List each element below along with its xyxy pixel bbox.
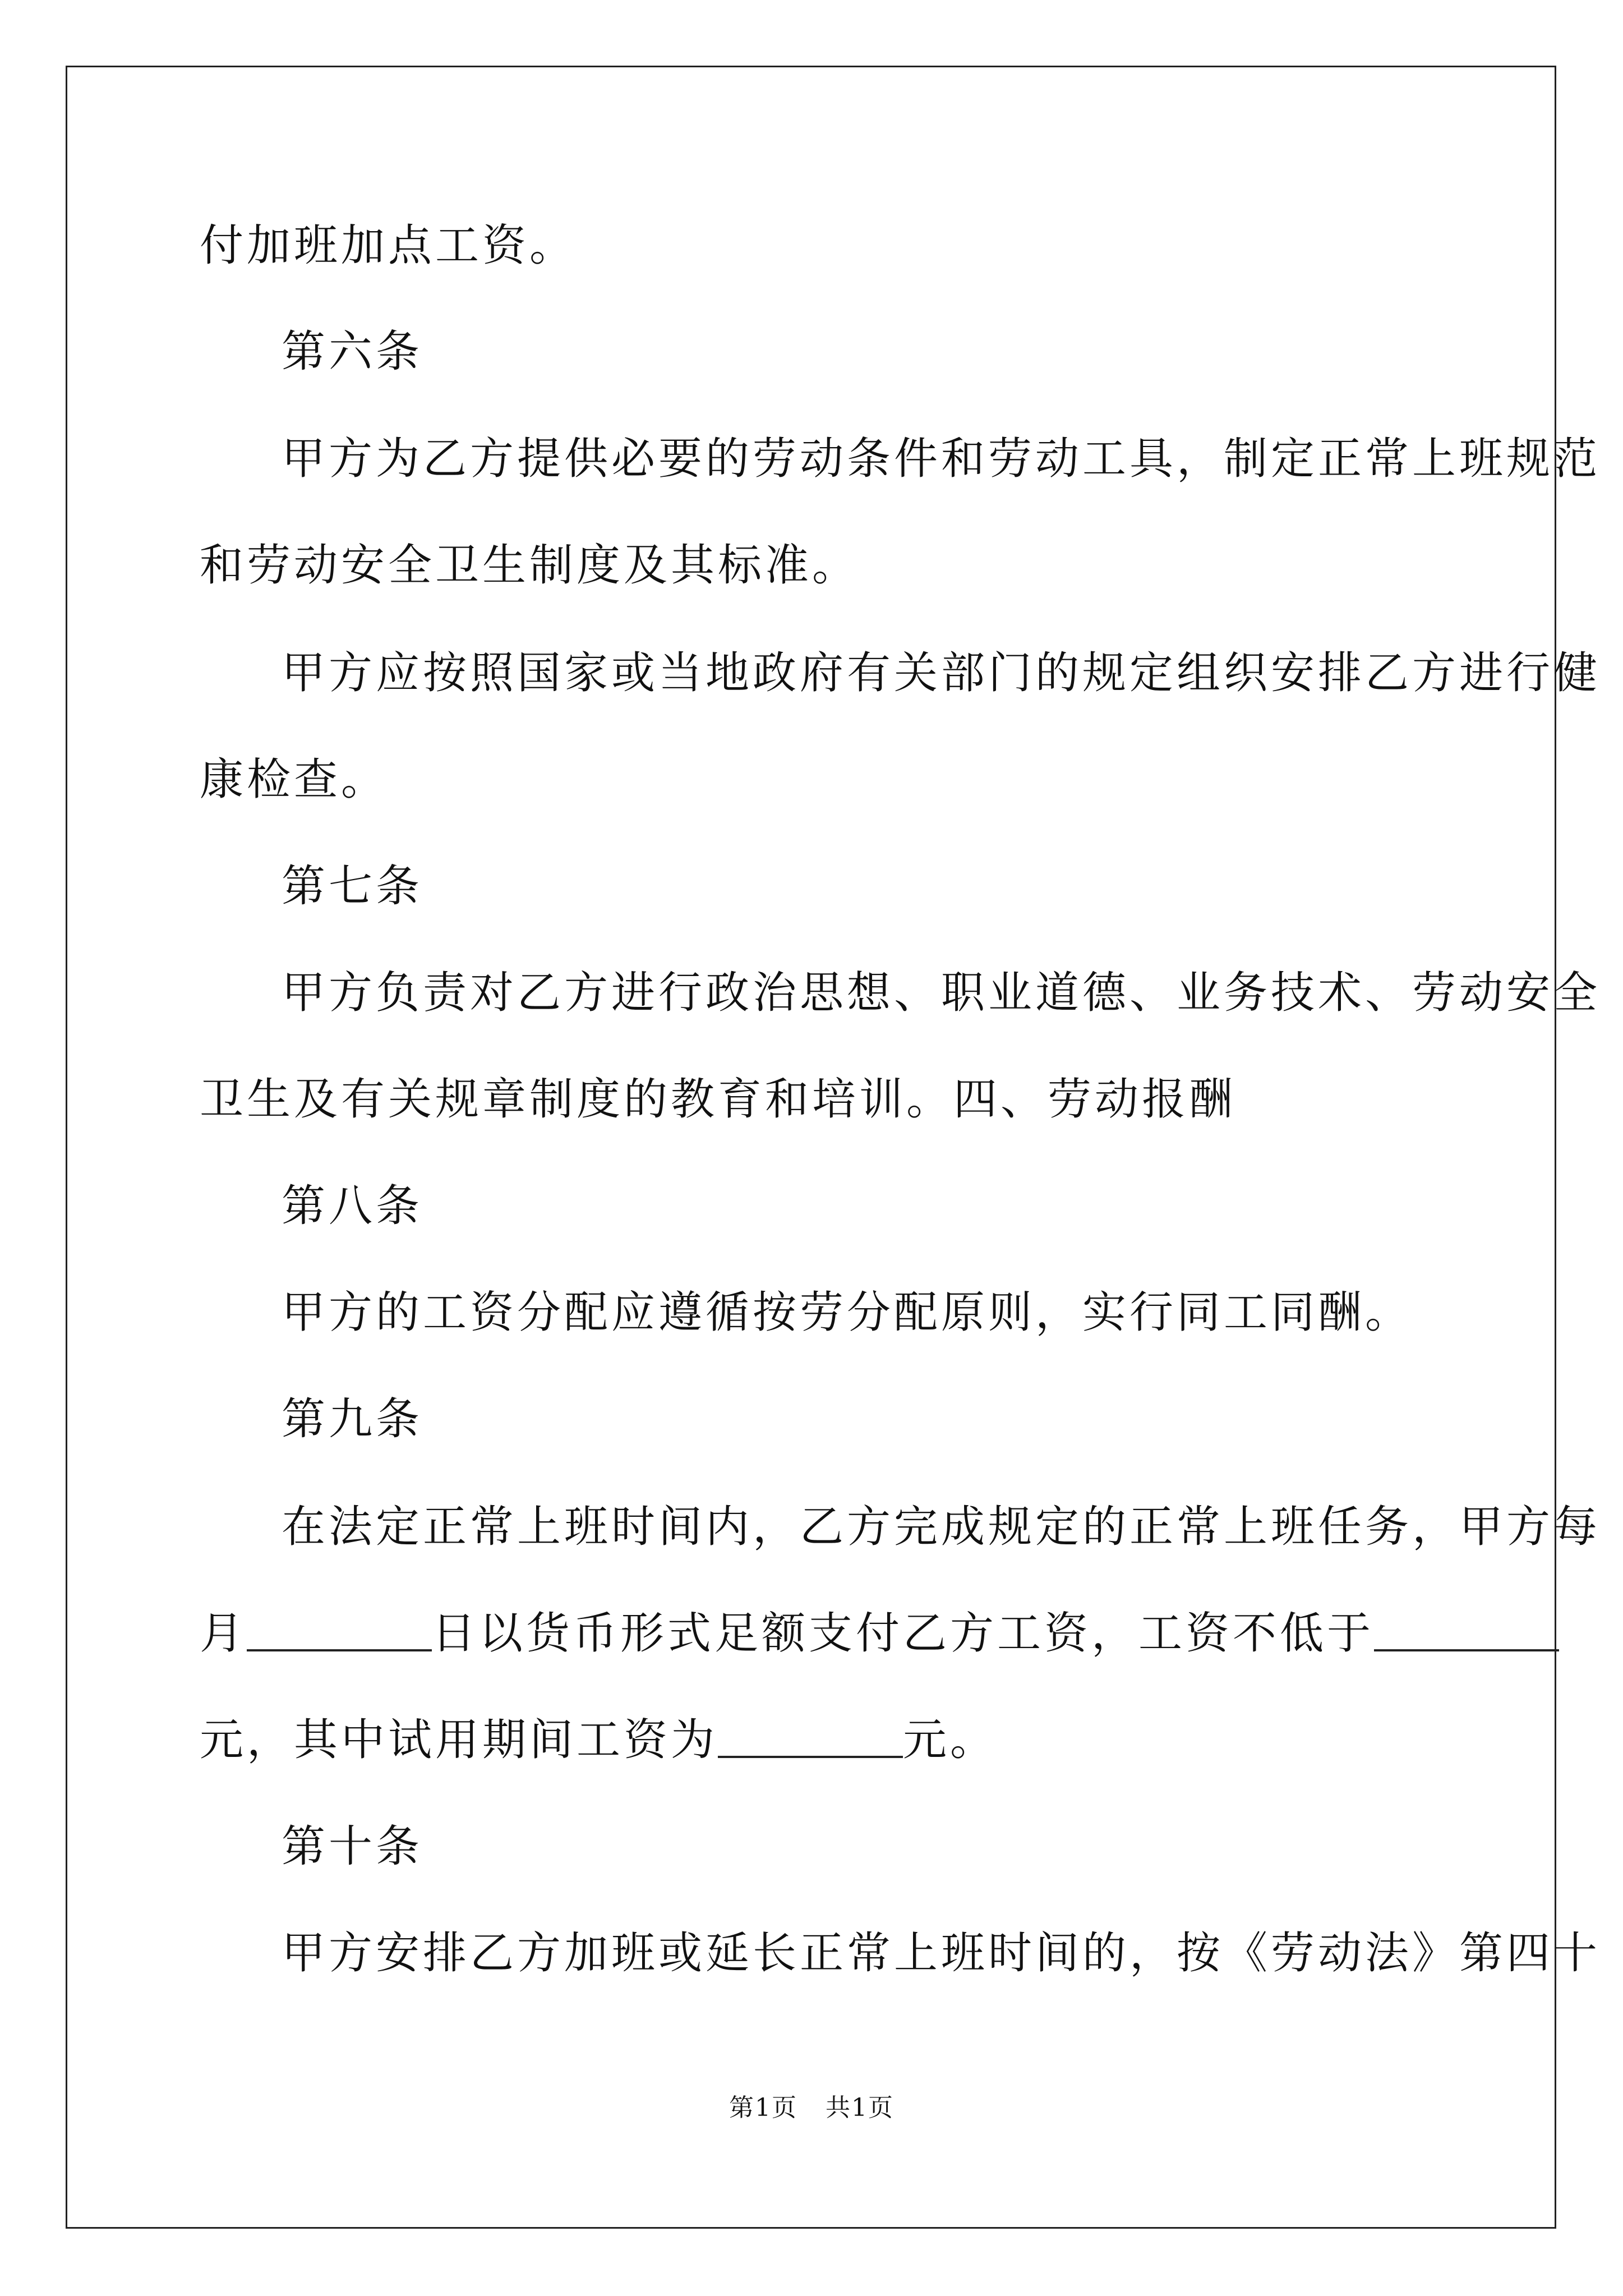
- paragraph-line: 在法定正常上班时间内，乙方完成规定的正常上班任务，甲方每: [282, 1502, 1601, 1552]
- article-heading-9: 第九条: [282, 1394, 423, 1444]
- paragraph-line: 卫生及有关规章制度的教育和培训。四、劳动报酬: [200, 1074, 1237, 1125]
- pay-day-blank[interactable]: [247, 1605, 432, 1651]
- paragraph-line: 甲方为乙方提供必要的劳动条件和劳动工具，制定正常上班规范: [282, 434, 1601, 484]
- paragraph-line: 康检查。: [200, 754, 389, 805]
- article-heading-6: 第六条: [282, 326, 423, 377]
- article-heading-7: 第七条: [282, 861, 423, 912]
- min-wage-blank[interactable]: [1374, 1605, 1559, 1651]
- wage-line-1: [200, 1605, 1433, 1662]
- paragraph-line: 甲方的工资分配应遵循按劳分配原则，实行同工同酬。: [282, 1287, 1413, 1338]
- paragraph-line: 甲方负责对乙方进行政治思想、职业道德、业务技术、劳动安全: [282, 968, 1601, 1018]
- paragraph-line: 和劳动安全卫生制度及其标准。: [200, 540, 860, 591]
- page-count: 共1页: [826, 2093, 894, 2122]
- article-heading-8: 第八条: [282, 1181, 423, 1231]
- page-border: [66, 66, 1601, 2229]
- wage-line-2-body-text: 元，其中试用期间工资为: [200, 1715, 718, 1765]
- article-heading-10: 第十条: [282, 1821, 423, 1872]
- wage-line-1-month-text: 月: [200, 1608, 247, 1659]
- page-number: 第1页: [729, 2093, 797, 2122]
- wage-line-2: [200, 1712, 1433, 1768]
- paragraph-line: 甲方安排乙方加班或延长正常上班时间的，按《劳动法》第四十: [282, 1928, 1601, 1978]
- wage-line-2-unit-text: 元。: [903, 1715, 998, 1765]
- page-footer: [0, 2091, 1623, 2125]
- wage-line-1-body-text: 日以货币形式足额支付乙方工资，工资不低于: [432, 1608, 1375, 1659]
- paragraph-line: 甲方应按照国家或当地政府有关部门的规定组织安排乙方进行健: [282, 648, 1601, 698]
- probation-wage-blank[interactable]: [718, 1712, 903, 1758]
- paragraph-line: 付加班加点工资。: [200, 220, 577, 271]
